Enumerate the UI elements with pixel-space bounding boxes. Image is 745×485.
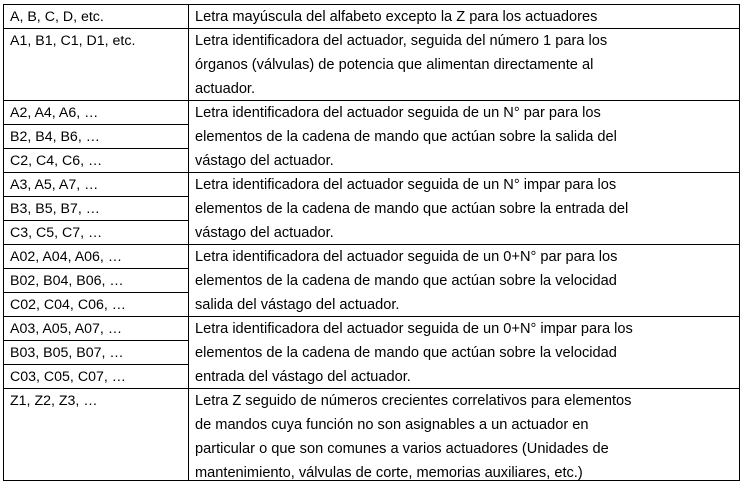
- description-line: elementos de la cadena de mando que actúan sobre la entrada del: [195, 201, 629, 217]
- table-row: [4, 317, 739, 389]
- code-label: C3, C5, C7, …: [10, 225, 103, 241]
- description-cell: [195, 101, 733, 172]
- code-label: A1, B1, C1, D1, etc.: [10, 33, 136, 49]
- description-line: elementos de la cadena de mando que actúan sobre la salida del: [195, 129, 617, 145]
- description-line: Letra mayúscula del alfabeto excepto la Z para los actuadores: [195, 9, 598, 25]
- description-line: vástago del actuador.: [195, 225, 334, 241]
- code-cell: [4, 245, 188, 316]
- description-line: Letra identificadora del actuador seguida de un N° impar para los: [195, 177, 617, 193]
- table-row: [4, 29, 739, 101]
- description-cell: [195, 29, 733, 100]
- code-cell: [4, 5, 188, 28]
- table-row: [4, 173, 739, 245]
- table-row: [4, 101, 739, 173]
- description-cell: [195, 245, 733, 316]
- code-label: A3, A5, A7, …: [4, 173, 188, 197]
- description-cell: [195, 173, 733, 244]
- description-line: salida del vástago del actuador.: [195, 297, 400, 313]
- description-line: Letra identificadora del actuador seguida de un 0+N° impar para los: [195, 321, 633, 337]
- description-line: mantenimiento, válvulas de corte, memorias auxiliares, etc.): [195, 465, 583, 481]
- table-row: [4, 389, 739, 480]
- description-line: órganos (válvulas) de potencia que alimentan directamente al: [195, 57, 594, 73]
- code-cell: [4, 317, 188, 388]
- code-label: C2, C4, C6, …: [10, 153, 103, 169]
- description-line: elementos de la cadena de mando que actúan sobre la velocidad: [195, 273, 617, 289]
- code-label: A2, A4, A6, …: [4, 101, 188, 125]
- code-cell: [4, 173, 188, 244]
- code-label: B2, B4, B6, …: [4, 125, 188, 149]
- code-label: A, B, C, D, etc.: [10, 9, 104, 25]
- code-label: B3, B5, B7, …: [4, 197, 188, 221]
- code-label: B02, B04, B06, …: [4, 269, 188, 293]
- code-label: Z1, Z2, Z3, …: [10, 393, 98, 409]
- code-cell: [4, 389, 188, 480]
- actuator-nomenclature-table: [3, 4, 740, 481]
- description-cell: [195, 5, 733, 28]
- description-cell: [195, 389, 733, 480]
- code-cell: [4, 29, 188, 100]
- description-line: actuador.: [195, 81, 256, 97]
- description-cell: [195, 317, 733, 388]
- description-line: entrada del vástago del actuador.: [195, 369, 411, 385]
- table-row: [4, 245, 739, 317]
- description-line: Letra identificadora del actuador, seguida del número 1 para los: [195, 33, 608, 49]
- description-line: Letra Z seguido de números crecientes correlativos para elementos: [195, 393, 632, 409]
- code-label: A03, A05, A07, …: [4, 317, 188, 341]
- code-label: A02, A04, A06, …: [4, 245, 188, 269]
- description-line: vástago del actuador.: [195, 153, 334, 169]
- description-line: de mandos cuya función no son asignables a un actuador en: [195, 417, 589, 433]
- code-label: C02, C04, C06, …: [10, 297, 126, 313]
- description-line: Letra identificadora del actuador seguida de un 0+N° par para los: [195, 249, 618, 265]
- description-line: particular o que son comunes a varios actuadores (Unidades de: [195, 441, 609, 457]
- table-row: [4, 5, 739, 29]
- code-cell: [4, 101, 188, 172]
- code-label: B03, B05, B07, …: [4, 341, 188, 365]
- description-line: Letra identificadora del actuador seguida de un N° par para los: [195, 105, 601, 121]
- description-line: elementos de la cadena de mando que actúan sobre la velocidad: [195, 345, 617, 361]
- code-label: C03, C05, C07, …: [10, 369, 126, 385]
